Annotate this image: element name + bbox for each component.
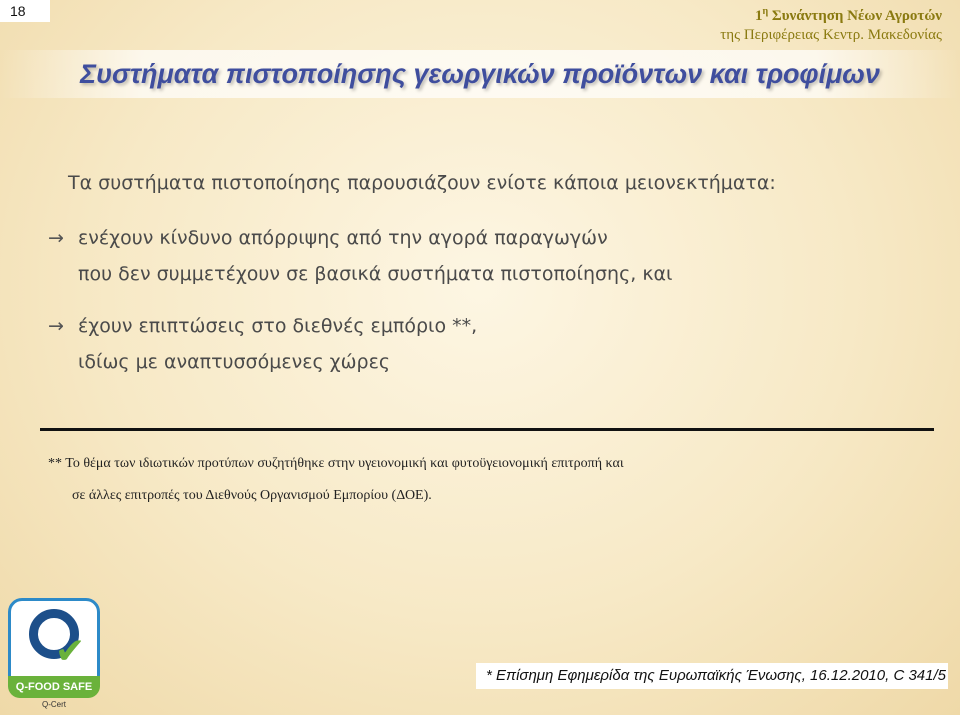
checkmark-icon: ✔ [55, 631, 86, 672]
page-number: 18 [0, 0, 50, 22]
bullet-line: έχουν επιπτώσεις στο διεθνές εμπόριο **, [78, 315, 478, 337]
bullet-line: που δεν συμμετέχουν σε βασικά συστήματα πιστοποίησης, και [78, 263, 673, 285]
intro-text: Τα συστήματα πιστοποίησης παρουσιάζουν ενίοτε κάποια μειονεκτήματα: [68, 172, 776, 194]
bullet-line: ενέχουν κίνδυνο απόρριψης από την αγορά παραγωγών [78, 227, 608, 249]
bullet-item-1 [48, 220, 672, 292]
qfood-safe-logo [8, 598, 100, 698]
logo-band-text: Q-FOOD SAFE [8, 676, 100, 698]
logo-subtext: Q-Cert [42, 700, 66, 709]
bullet-item-2 [48, 308, 477, 380]
footnote-line: σε άλλες επιτροπές του Διεθνούς Οργανισμού Εμπορίου (ΔΟΕ). [72, 488, 432, 503]
meeting-title: $1^\eta$ Συνάντηση Νέων Αγροτών [754, 6, 942, 24]
bullet-line: ιδίως με αναπτυσσόμενες χώρες [78, 351, 391, 373]
divider [40, 428, 934, 431]
slide-title: Συστήματα πιστοποίησης γεωργικών προϊόντων και τροφίμων [0, 50, 960, 98]
arrow-icon: → [48, 315, 64, 337]
arrow-icon: → [48, 227, 64, 249]
footnote [48, 448, 624, 512]
footnote-line: ** Το θέμα των ιδιωτικών προτύπων συζητήθηκε στην υγειονομική και φυτοϋγειονομική επιτροπή και [48, 456, 624, 471]
meeting-region: της Περιφέρειας Κεντρ. Μακεδονίας [720, 27, 942, 43]
meeting-header [720, 2, 942, 45]
official-journal-reference: * Επίσημη Εφημερίδα της Ευρωπαϊκής Ένωσης, 16.12.2010, C 341/5 [476, 663, 948, 689]
